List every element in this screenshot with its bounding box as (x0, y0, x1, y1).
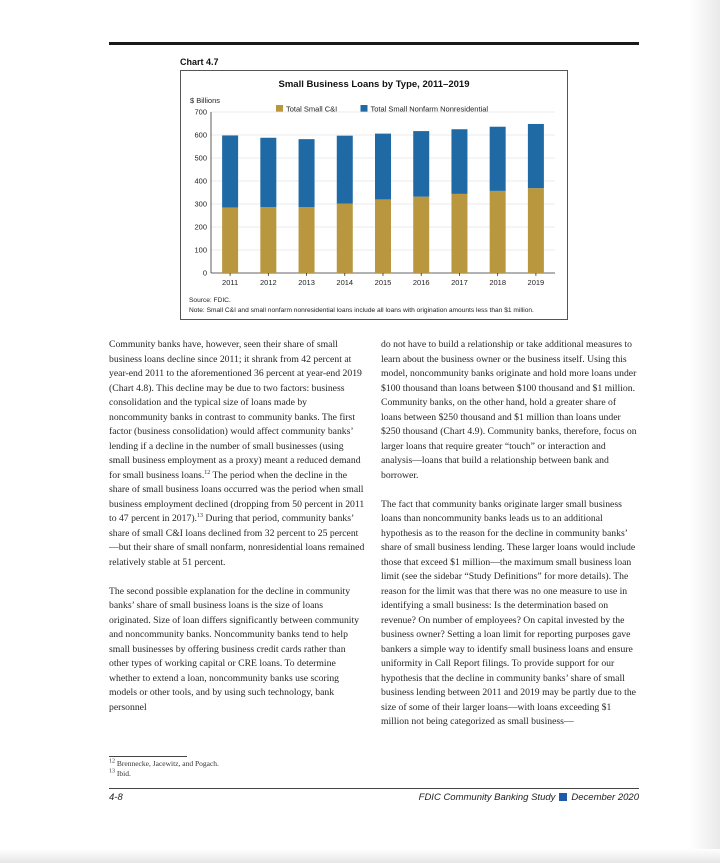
stacked-bar-chart (181, 71, 567, 319)
x-tick-label: 2019 (527, 278, 545, 287)
y-tick-label: 700 (194, 107, 207, 117)
y-axis-label: $ Billions (190, 96, 221, 105)
footer-date: December 2020 (571, 792, 639, 803)
bar-segment (260, 138, 276, 207)
paragraph: The second possible explanation for the decline in community banks’ share of small business loans is the size of loans originated. Size of loan differs significantly between community and noncommunity banks. Noncommunity banks tend to help small businesses by offering business credit cards rather than other types of working capital or CRE loans. To determine whether to extend a loan, noncommunity banks use scoring models or other tools, and by using such technology, bank personnel (109, 585, 360, 713)
bar-segment (490, 127, 506, 191)
bar-segment (260, 207, 276, 273)
footer-rule (109, 788, 639, 789)
footnote-number: 12 (109, 758, 115, 765)
left-column (109, 338, 366, 715)
bar-segment (222, 135, 238, 207)
paragraph-text: The period when the decline in the share of small business loans occurred was the period when small business employment declined (dropping from 50 percent in 2011 to 47 percent in 2017). (109, 469, 365, 524)
footnote-rule (109, 756, 187, 757)
paragraph-text: During that period, community banks’ share of small C&I loans declined from 32 percent to 25 percent—but their share of small nonfarm, nonresidential loans remained relatively stable at 51 percent. (109, 513, 365, 568)
footer-square-icon (559, 793, 567, 801)
y-tick-label: 400 (194, 176, 207, 186)
footer-publication: FDIC Community Banking Study (418, 792, 556, 803)
y-tick-label: 500 (194, 153, 207, 163)
page-bottom-shade (0, 849, 720, 863)
bar-segment (375, 134, 391, 200)
page-number: 4-8 (109, 792, 123, 803)
chart-title: Small Business Loans by Type, 2011–2019 (278, 79, 470, 90)
bar-segment (528, 188, 544, 273)
x-tick-label: 2017 (451, 278, 468, 287)
bar-segment (222, 207, 238, 273)
chart-frame (180, 70, 568, 320)
x-tick-label: 2013 (298, 278, 315, 287)
bar-segment (413, 197, 429, 273)
x-tick-label: 2011 (222, 278, 239, 287)
x-tick-label: 2016 (412, 278, 430, 287)
chart-note: Note: Small C&I and small nonfarm nonresidential loans include all loans with origination amounts less than $1 million. (189, 307, 534, 314)
paragraph: The fact that community banks originate larger small business loans than noncommunity banks leads us to an additional hypothesis as to the reason for the decline in community banks’ share of small business lending. These larger loans would include those that exceed $1 million—the maximum small business loan limit (see the sidebar “Study Definitions” for more details). The reason for the limit was that there was no one measure to use in identifying a small business: Is the determination based on revenue? On number of employees? On capital invested by the business owner? Setting a loan limit for reporting purposes gave bankers a simple way to identify small business loans and ensure uniformity in Call Report filings. To provide support for our hypothesis that the decline in community banks’ share of small business lending between 2011 and 2019 may be partly due to the size of some of their larger loans—with loans exceeding $1 million not being categorized as small business— (381, 498, 636, 727)
footnote-number: 13 (109, 768, 115, 775)
bar-segment (413, 131, 429, 197)
bar-segment (299, 207, 315, 273)
bar-segment (528, 124, 544, 188)
legend-label: Total Small C&I (286, 104, 338, 114)
bar-segment (451, 129, 467, 194)
paragraph (109, 338, 366, 570)
top-rule (109, 42, 639, 45)
legend-swatch (276, 105, 283, 112)
page-edge-shadow (690, 0, 720, 863)
bar-segment (337, 204, 353, 273)
bar-segment (299, 139, 315, 207)
y-tick-label: 200 (194, 222, 207, 232)
footnote-ref[interactable]: 13 (196, 512, 203, 519)
bar-segment (337, 136, 353, 204)
right-column (381, 338, 638, 730)
footnote-ref[interactable]: 12 (204, 469, 211, 476)
x-tick-label: 2012 (259, 278, 277, 287)
paragraph-text: Community banks have, however, seen their share of small business loans decline since 2011; it shrank from 42 percent at year-end 2011 to the aforementioned 36 percent at year-end 2019 (Chart 4.8). This decline may be due to two factors: business consolidation and the typical size of loans made by noncommunity banks in contrast to community banks. The first factor (business consolidation) would affect community banks’ lending if a decline in the number of small businesses (using small business employment as a proxy) meant a reduced demand for small business loans. (109, 339, 362, 481)
y-tick-label: 100 (194, 245, 207, 255)
bar-segment (451, 194, 467, 273)
chart-label: Chart 4.7 (180, 57, 219, 67)
x-tick-label: 2014 (336, 278, 354, 287)
footer-title (419, 792, 639, 803)
y-tick-label: 600 (194, 130, 207, 140)
bar-segment (490, 191, 506, 273)
chart-source: Source: FDIC. (189, 297, 231, 304)
y-tick-label: 300 (194, 199, 207, 209)
paragraph: do not have to build a relationship or take additional measures to learn about the business owner or the business itself. Using this model, noncommunity banks originate and hold more loans under $100 thousand than loans between $100 thousand and $1 million. Community banks, on the other hand, hold a greater share of loans between $250 thousand and $1 million than loans under $250 thousand (Chart 4.9). Community banks, therefore, focus on larger loans that require greater “touch” or interaction and analysis—loans that build a relationship between bank and borrower. (381, 339, 637, 481)
footnote-text: Brennecke, Jacewitz, and Pogach. (116, 759, 219, 768)
footnote (109, 769, 131, 778)
bar-segment (375, 199, 391, 273)
x-tick-label: 2018 (489, 278, 507, 287)
x-tick-label: 2015 (374, 278, 392, 287)
y-tick-label: 0 (202, 268, 207, 278)
legend-swatch (361, 105, 368, 112)
footnote (109, 759, 219, 768)
footnote-text: Ibid. (116, 769, 131, 778)
legend-label: Total Small Nonfarm Nonresidential (370, 104, 489, 114)
